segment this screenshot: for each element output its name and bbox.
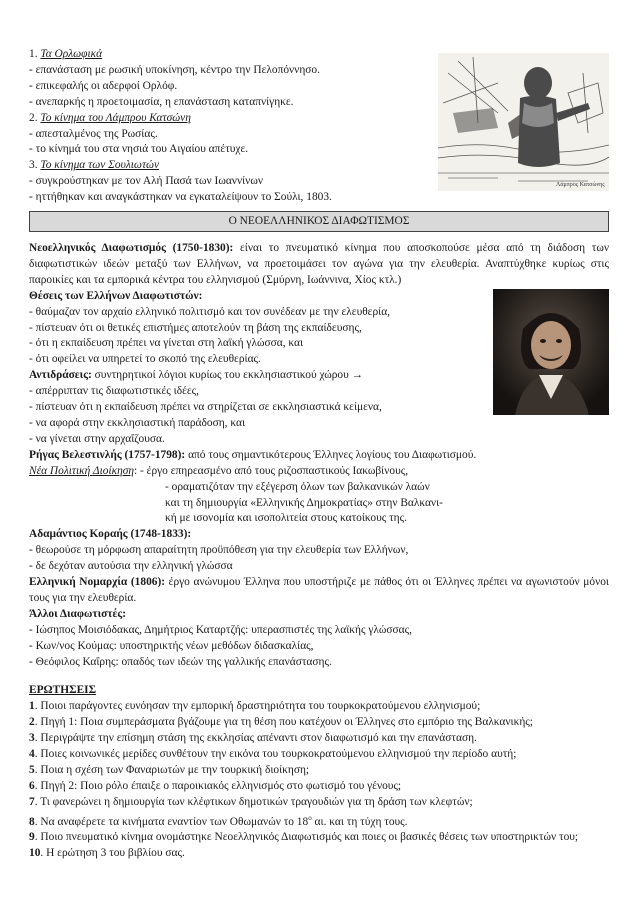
question-number: 9: [29, 831, 35, 844]
question-text: . Να αναφέρετε τα κινήματα εναντίον των Οθωμανών το $18^o$ αι. και τη τύχη τους.: [34, 813, 408, 828]
question-text: . Η ερώτηση 3 του βιβλίου σας.: [40, 847, 185, 860]
nea-dioikisi-first: : - έργο επηρεασμένο από τους ριζοσπαστικούς Ιακωβίνους,: [134, 464, 409, 477]
rigas-text: από τους σημαντικότερους Έλληνες λογίους του Διαφωτισμού.: [185, 448, 477, 461]
heading-orlofika-title: Τα Ορλωφικά: [40, 48, 103, 60]
list-item: - να γίνεται στην αρχαΐζουσα.: [29, 432, 165, 445]
question-item: [29, 795, 609, 811]
list-item: - απέρριπταν τις διαφωτιστικές ιδέες,: [29, 385, 200, 398]
top-section: [29, 47, 609, 209]
list-item: και τη δημιουργία «Ελληνικής Δημοκρατίας» στην Βαλκανι-: [165, 496, 443, 509]
rigas-portrait-image: [493, 289, 609, 415]
nomarchia-paragraph: [29, 575, 609, 607]
reactions-heading: [29, 368, 487, 384]
list-item: - πίστευαν ότι οι θετικές επιστήμες αποτελούν τη βάση της εκπαίδευσης,: [29, 321, 362, 334]
list-item: - Ιώσηπος Μοισιόδακας, Δημήτριος Καταρτζής: υπερασπιστές της λαϊκής γλώσσας,: [29, 623, 412, 636]
list-item: - Κων/νος Κούμας: υποστηρικτής νέων μεθόδων διδασκαλίας,: [29, 639, 314, 652]
list-item: - επανάσταση με ρωσική υποκίνηση, κέντρο την Πελοπόννησο.: [29, 63, 320, 76]
question-item: [29, 715, 609, 731]
question-text: . Περιγράψτε την επίσημη στάση της εκκλησίας απέναντι στον διαφωτισμό και την επανάσταση.: [34, 732, 477, 745]
question-item: [29, 747, 609, 763]
korais-title: Αδαμάντιος Κοραής (1748-1833):: [29, 528, 192, 541]
question-number: 1: [29, 700, 35, 713]
list-item: - ότι η εκπαίδευση πρέπει να γίνεται στη λαϊκή γλώσσα, και: [29, 337, 304, 350]
theses-block: [29, 289, 487, 448]
heading-katsonis-title: Το κίνημα του Λάμπρου Κατσώνη: [40, 111, 191, 124]
question-number: 2: [29, 716, 35, 729]
rigas-heading: [29, 448, 609, 464]
middle-section: [29, 289, 609, 448]
heading-katsonis: 2. Το κίνημα του Λάμπρου Κατσώνη: [29, 111, 191, 124]
question-item: [29, 779, 609, 795]
section-banner: Ο ΝΕΟΕΛΛΗΝΙΚΟΣ ΔΙΑΦΩΤΙΣΜΟΣ: [29, 211, 609, 232]
image-caption: Λάμπρος Κατσώνης: [556, 182, 605, 188]
list-item: - θαύμαζαν τον αρχαίο ελληνικό πολιτισμό και τον συνέδεαν με την ελευθερία,: [29, 305, 391, 318]
rigas-title: Ρήγας Βελεστινλής (1757-1798):: [29, 448, 186, 461]
list-item: - επικεφαλής οι αδερφοί Ορλόφ.: [29, 79, 178, 92]
question-number: 7: [29, 795, 35, 808]
others-title: Άλλοι Διαφωτιστές:: [29, 607, 127, 620]
heading-orlofika: 1. Τα Ορλωφικά: [29, 48, 103, 60]
intro-term: Νεοελληνικός Διαφωτισμός (1750-1830):: [29, 242, 234, 254]
nomarchia-text: έργο ανώνυμου Έλληνα που υποστήριζε με πάθος ότι οι Έλληνες πρέπει να αγωνιστούν μόνοι τους για την ελευθερία.: [29, 576, 609, 604]
question-item: [29, 699, 609, 715]
question-number: 4: [29, 748, 35, 761]
question-item: [29, 763, 609, 779]
list-item: κή με ισονομία και ισοπολιτεία στους κατοίκους της.: [165, 512, 408, 525]
question-number: 5: [29, 764, 35, 776]
heading-souliotes-title: Το κίνημα των Σουλιωτών: [40, 159, 160, 172]
theses-title: Θέσεις των Ελλήνων Διαφωτιστών:: [29, 289, 203, 302]
list-item: - ανεπαρκής η προετοιμασία, η επανάσταση καταπνίγηκε.: [29, 95, 294, 108]
question-text: . Ποιες κοινωνικές μερίδες συνθέτουν την εικόνα του τουρκοκρατούμενου ελληνισμού την περίοδο αυτή;: [34, 748, 517, 761]
list-item: - ηττήθηκαν και αναγκάστηκαν να εγκαταλείψουν το Σούλι, 1803.: [29, 191, 332, 204]
superscript-o: ο: [308, 813, 312, 822]
question-item: [29, 731, 609, 747]
question-number: 10: [29, 847, 41, 860]
list-item: - θεωρούσε τη μόρφωση απαραίτητη προϋπόθεση για την ελευθερία των Ελλήνων,: [29, 544, 409, 557]
question-item: [29, 830, 609, 846]
question-text: . Ποιοι παράγοντες ευνόησαν την εμπορική δραστηριότητα του τουρκοκρατούμενου ελληνισμού;: [34, 700, 481, 713]
reactions-text: συντηρητικοί λόγιοι κυρίως του εκκλησιαστικού χώρου →: [91, 369, 364, 382]
list-item: - Θεόφιλος Καΐρης: οπαδός των ιδεών της γαλλικής επανάστασης.: [29, 655, 332, 668]
question-text: . Τι φανερώνει η δημιουργία των κλέφτικων δημοτικών τραγουδιών για τη δράση των κλεφτών;: [34, 795, 473, 808]
questions-title: ΕΡΩΤΗΣΕΙΣ: [29, 684, 97, 697]
question-text: . Ποιο πνευματικό κίνημα ονομάστηκε Νεοελληνικός Διαφωτισμός και ποιες οι βασικές θέσεις των υποστηρικτών του;: [34, 831, 579, 844]
list-item: - συγκρούστηκαν με τον Αλή Πασά των Ιωαννίνων: [29, 175, 263, 188]
list-item: - το κίνημά του στα νησιά του Αιγαίου απέτυχε.: [29, 143, 249, 156]
intro-text: είναι το πνευματικό κίνημα που αποσκοπούσε μέσα από τη διάδοση των διαφωτιστικών ιδεών μεταξύ των Ελλήνων, να προετοιμάσει τον αγώνα για την ελευθερία. Αναπτύχθηκε κυρίως στις παροικίες και τα εμπορικά κέντρα του ελληνισμού (Σμύρνη, Ιωάννινα, Χίος κτλ.): [29, 242, 609, 286]
question-text: . Πηγή 1: Ποια συμπεράσματα βγάζουμε για τη θέση που κατέχουν οι Έλληνες στο εμπόριο της Βαλκανικής;: [34, 716, 533, 729]
question-number: 6: [29, 779, 35, 792]
question-item: [29, 846, 609, 862]
intro-paragraph: [29, 241, 609, 289]
movements-list: [29, 47, 429, 206]
reactions-title: Αντιδράσεις:: [29, 369, 92, 382]
questions-section: [29, 683, 609, 862]
list-item: - πίστευαν ότι η εκπαίδευση πρέπει να στηρίζεται σε εκκλησιαστικά κείμενα,: [29, 401, 382, 414]
list-item: - δε δεχόταν αυτούσια την ελληνική γλώσσα: [29, 560, 233, 573]
list-item: - ότι οφείλει να υπηρετεί το σκοπό της ελευθερίας.: [29, 353, 261, 366]
heading-souliotes: 3. Το κίνημα των Σουλιωτών: [29, 159, 160, 172]
question-item: [29, 811, 609, 831]
question-text: . Πηγή 2: Ποιο ρόλο έπαιξε ο παροικιακός ελληνισμός στο φωτισμό του γένους;: [34, 779, 402, 792]
document-page: [29, 47, 609, 862]
nea-dioikisi-label: Νέα Πολιτική Διοίκηση: [29, 464, 135, 477]
question-number: 8: [29, 815, 35, 828]
question-text: . Ποια η σχέση των Φαναριωτών με την τουρκική διοίκηση;: [34, 764, 310, 776]
nea-dioikisi-line: [29, 464, 609, 480]
list-item: - απεσταλμένος της Ρωσίας.: [29, 127, 158, 140]
question-number: 3: [29, 732, 35, 745]
list-item: - να αφορά στην εκκλησιαστική παράδοση, και: [29, 416, 246, 429]
list-item: - οραματιζόταν την εξέγερση όλων των βαλκανικών λαών: [165, 480, 430, 493]
nomarchia-title: Ελληνική Νομαρχία (1806):: [29, 576, 166, 589]
katsonis-engraving-image: [438, 53, 609, 191]
